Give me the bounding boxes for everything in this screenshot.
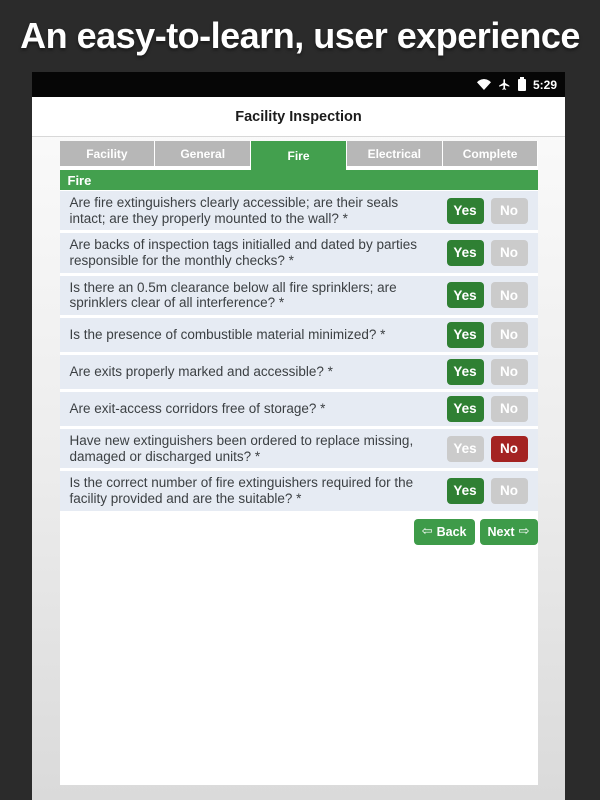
back-button-label: Back [436, 524, 467, 539]
next-button[interactable] [480, 519, 538, 545]
yes-button[interactable]: Yes [447, 198, 484, 224]
no-button[interactable]: No [491, 396, 528, 422]
question-row [60, 276, 538, 315]
question-row [60, 318, 538, 352]
airplane-icon [498, 78, 511, 91]
yes-button[interactable]: Yes [447, 282, 484, 308]
question-row [60, 429, 538, 468]
question-text: Have new extinguishers been ordered to replace missing, damaged or discharged units? * [69, 432, 414, 464]
yes-button[interactable]: Yes [447, 436, 484, 462]
question-list [60, 191, 538, 511]
yes-button[interactable]: Yes [447, 396, 484, 422]
question-text: Are fire extinguishers clearly accessible; are their seals intact; are they properly mounted to the wall? * [69, 195, 399, 226]
no-button[interactable]: No [491, 478, 528, 504]
question-text: Is the presence of combustible material minimized? * [69, 327, 386, 343]
no-button[interactable]: No [491, 198, 528, 224]
tab-general[interactable]: General [155, 141, 250, 166]
pager [60, 519, 538, 545]
no-button[interactable]: No [491, 436, 528, 462]
next-arrow-icon: ⇨ [518, 524, 530, 540]
hero-title: An easy-to-learn, user experience [20, 15, 580, 56]
question-row [60, 191, 538, 230]
back-arrow-icon: ⇦ [421, 524, 433, 540]
form-card [60, 141, 538, 785]
tab-bar [60, 141, 538, 166]
back-button[interactable] [414, 519, 475, 545]
question-row [60, 233, 538, 272]
no-button[interactable]: No [491, 282, 528, 308]
yes-button[interactable]: Yes [447, 478, 484, 504]
status-bar [32, 72, 565, 97]
question-row [60, 355, 538, 389]
no-button[interactable]: No [491, 322, 528, 348]
question-row [60, 392, 538, 426]
next-button-label: Next [487, 524, 515, 539]
wifi-icon [477, 79, 491, 90]
yes-button[interactable]: Yes [447, 240, 484, 266]
app-header [32, 97, 565, 137]
question-text: Are exits properly marked and accessible? * [69, 364, 333, 380]
question-row [60, 471, 538, 510]
status-time: 5:29 [532, 77, 557, 92]
no-button[interactable]: No [491, 359, 528, 385]
question-text: Is there an 0.5m clearance below all fire sprinklers; are sprinklers clear of all interference? * [69, 279, 397, 311]
section-header: Fire [60, 170, 538, 190]
hero-banner [0, 0, 600, 72]
yes-button[interactable]: Yes [447, 359, 484, 385]
yes-button[interactable]: Yes [447, 322, 484, 348]
tablet-screen [32, 72, 565, 800]
question-text: Are backs of inspection tags initialled and dated by parties responsible for the monthly checks? * [69, 237, 417, 268]
tab-facility[interactable]: Facility [60, 141, 155, 166]
page-title: Facility Inspection [235, 108, 362, 125]
tab-complete[interactable]: Complete [443, 141, 538, 166]
page-background [32, 137, 565, 800]
tab-fire[interactable]: Fire [251, 141, 346, 170]
tab-electrical[interactable]: Electrical [347, 141, 442, 166]
question-text: Is the correct number of fire extinguishers required for the facility provided and are the suitable? * [69, 475, 414, 506]
no-button[interactable]: No [491, 240, 528, 266]
battery-icon [518, 79, 526, 91]
question-text: Are exit-access corridors free of storage? * [69, 401, 326, 417]
